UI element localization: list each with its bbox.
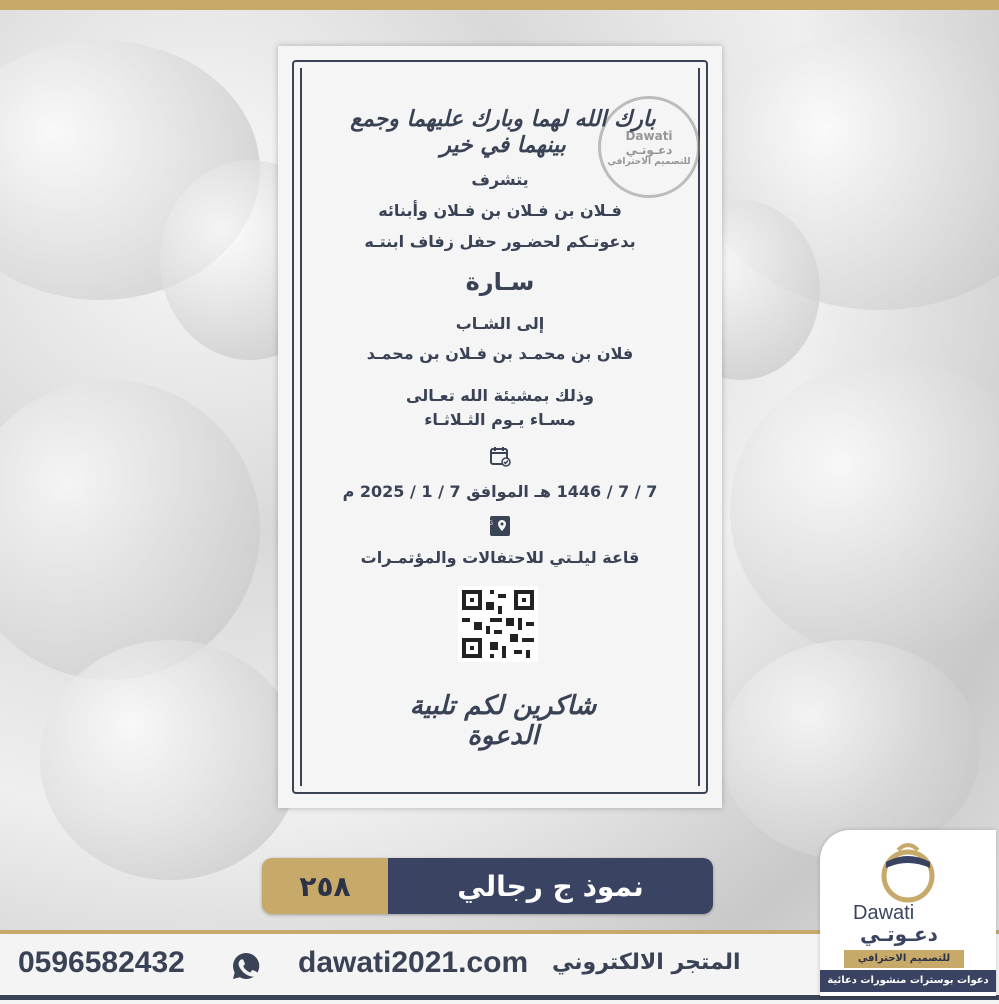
map-location-icon [488, 514, 512, 538]
logo-latin: Dawati [853, 902, 915, 924]
groom-name: فلان بن محمـد بن فـلان بن محمـد [366, 344, 634, 363]
stamp-tag: للتصميم الاحترافي [607, 157, 691, 167]
honored-text: يتشرف [471, 170, 529, 189]
stamp-arabic: دعـوتـي [625, 143, 673, 157]
dawati-logo [820, 830, 996, 996]
logo-arabic: دعـوتـي [860, 922, 938, 946]
top-gold-strip [0, 0, 999, 10]
host-name: فـلان بن فـلان بن فـلان وأبنائه [378, 201, 622, 220]
svg-text:G: G [488, 520, 493, 527]
thanks-calligraphy: شاكرين لكم تلبية الدعوة [409, 691, 597, 751]
blessing-calligraphy: بارك الله لهما وبارك عليهما وجمع بينهما في خير [350, 106, 656, 158]
evening-text: مسـاء يـوم الثـلاثـاء [424, 410, 576, 429]
phone-number[interactable]: 0596582432 [18, 946, 185, 979]
calendar-icon [488, 444, 512, 468]
whatsapp-icon[interactable] [230, 950, 262, 982]
logo-emblem-icon [872, 836, 944, 906]
will-text: وذلك بمشيئة الله تعـالى [406, 386, 594, 405]
store-label: المتجر الالكتروني [552, 950, 741, 975]
logo-subtitle: دعوات بوسترات منشورات دعائية [820, 970, 996, 992]
date-text: 7 / 7 / 1446 هـ الموافق 7 / 1 / 2025 م [342, 482, 658, 501]
to-groom-text: إلى الشـاب [455, 314, 545, 333]
venue-text: قاعة ليلـتي للاحتفالات والمؤتمـرات [360, 548, 640, 567]
website-link[interactable]: dawati2021.com [298, 946, 529, 979]
stamp-latin: Dawati [625, 129, 673, 143]
model-number: ٢٥٨ [262, 858, 388, 914]
model-bar [262, 858, 713, 914]
logo-tag: للتصميم الاحترافي [844, 950, 964, 968]
bride-name: سـارة [465, 268, 535, 296]
qr-code[interactable] [458, 586, 538, 662]
invitation-card [278, 46, 722, 808]
invite-text: بدعوتـكم لحضـور حفل زفاف ابنتـه [364, 232, 636, 251]
model-label: نموذ ج رجالي [388, 858, 713, 914]
